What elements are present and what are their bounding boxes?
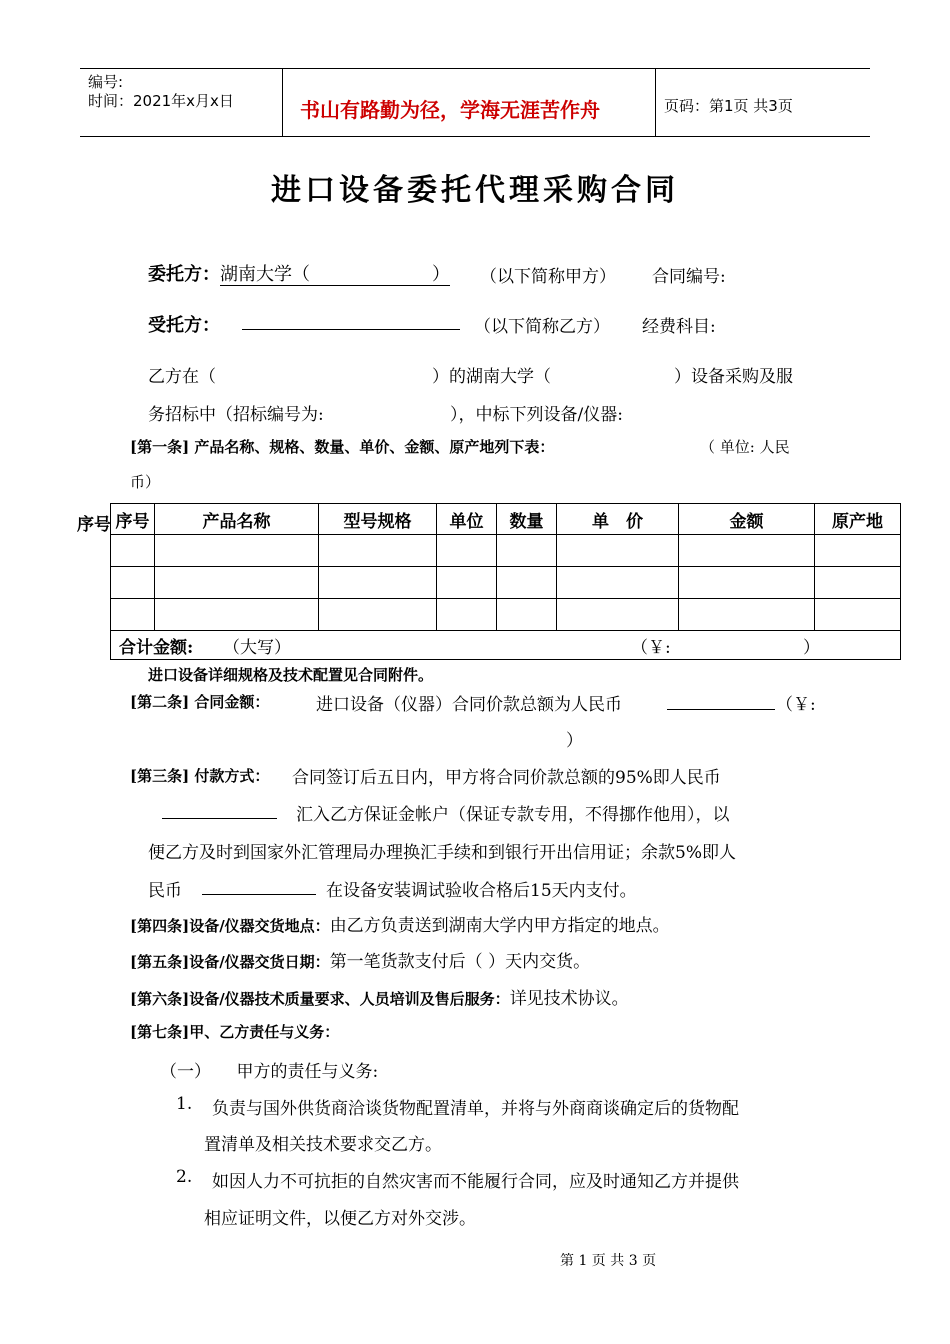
table-cell [815,535,901,567]
table-cell [497,567,557,599]
intro-line1-a: 乙方在（ [148,367,216,387]
table-outside-seq-label: 序号 [77,515,111,535]
col-header-seq: 序号 [111,504,155,535]
table-cell [111,599,155,631]
table-cell [557,599,679,631]
total-yen: （￥: [631,637,671,658]
article1-unit: （ 单位: 人民 [700,438,790,456]
article3-line3: 便乙方及时到国家外汇管理局办理换汇手续和到银行开出信用证；余款5%即人 [148,843,736,863]
article7-label: [第七条]甲、乙方责任与义务： [130,1023,340,1041]
header-motto: 书山有路勤为径，学海无涯苦作舟 [300,98,600,122]
col-header-amount: 金额 [679,504,815,535]
table-cell [497,599,557,631]
col-header-origin: 原产地 [815,504,901,535]
client-name-close: ） [432,264,450,285]
total-close: ） [803,637,820,658]
article3-line1: 合同签订后五日内，甲方将合同价款总额的95%即人民币 [292,768,721,788]
intro-line1-b: ）的湖南大学（ [432,367,551,387]
article7-section1: （一） 甲方的责任与义务: [160,1062,379,1082]
table-cell [437,567,497,599]
config-note: 进口设备详细规格及技术配置见合同附件。 [148,666,434,684]
table-cell [679,567,815,599]
total-label: 合计金额: [119,637,194,658]
article4 [130,911,670,936]
article7-item2-num: 2. [176,1167,193,1187]
table-cell [815,599,901,631]
article7-item2-line1: 如因人力不可抗拒的自然灾害而不能履行合同，应及时通知乙方并提供 [212,1172,739,1192]
article7-item1-line2: 置清单及相关技术要求交乙方。 [204,1135,442,1155]
article3-balance-blank [202,874,316,895]
table-header-row [111,504,901,535]
article3-line4-a: 民币 [148,881,182,901]
page-title: 进口设备委托代理采购合同 [271,173,679,208]
table-cell [497,535,557,567]
intro-line1-c: ）设备采购及服 [674,367,793,387]
table-row [111,535,901,567]
article4-label: [第四条]设备/仪器交货地点： [130,917,330,935]
table-cell [111,567,155,599]
intro-line2-b: ），中标下列设备/仪器: [450,405,623,425]
table-cell [319,567,437,599]
client-name-text: 湖南大学（ [220,264,310,285]
page-footer: 第 1 页 共 3 页 [560,1253,657,1269]
table-row [111,567,901,599]
article7-item1-line1: 负责与国外供货商洽谈货物配置清单，并将与外商商谈确定后的货物配 [212,1099,739,1119]
client-name [220,264,450,286]
intro-line2-a: 务招标中（招标编号为: [148,405,324,425]
document-number-label: 编号: [88,73,124,91]
agent-suffix: （以下简称乙方） [474,317,610,337]
article6-text: 详见技术协议。 [509,989,629,1009]
table-total-cell [111,631,901,660]
header-bottom-rule [80,136,870,137]
table-cell [437,535,497,567]
article7-item2-line2: 相应证明文件，以便乙方对外交涉。 [204,1209,476,1229]
header-divider-left [282,68,283,136]
table-cell [319,599,437,631]
article1-label: [第一条] 产品名称、规格、数量、单价、金额、原产地列下表： [130,438,555,456]
article6-label: [第六条]设备/仪器技术质量要求、人员培训及售后服务： [130,990,510,1008]
article3-deposit-blank [162,798,277,819]
article3-line2: 汇入乙方保证金帐户（保证专款专用，不得挪作他用），以 [296,805,730,825]
budget-label: 经费科目: [642,317,716,337]
client-label: 委托方： [148,264,220,285]
table-cell [557,535,679,567]
col-header-price: 单 价 [557,504,679,535]
article7-item1-num: 1. [176,1094,193,1114]
agent-label: 受托方： [148,315,220,336]
article5-text: 第一笔货款支付后（ ）天内交货。 [329,952,591,972]
header-page-info: 页码：第1页 共3页 [664,97,793,115]
table-cell [437,599,497,631]
table-cell [155,599,319,631]
article3-label: [第三条] 付款方式： [130,767,270,785]
table-cell [557,567,679,599]
article1-unit-cont: 币） [130,473,161,491]
col-header-unit: 单位 [437,504,497,535]
article5-label: [第五条]设备/仪器交货日期： [130,953,330,971]
header-top-rule [80,68,870,69]
col-header-product: 产品名称 [155,504,319,535]
header-divider-right [655,68,656,136]
total-words: （大写） [223,637,291,658]
article6 [130,984,629,1009]
table-cell [815,567,901,599]
client-suffix: （以下简称甲方） [480,267,616,287]
article2-yen: （￥: [776,695,816,715]
items-table [110,503,901,660]
table-cell [319,535,437,567]
table-row [111,599,901,631]
col-header-model: 型号规格 [319,504,437,535]
table-cell [679,599,815,631]
article2-label: [第二条] 合同金额： [130,693,270,711]
document-time: 时间：2021年x月x日 [88,92,234,110]
article4-text: 由乙方负责送到湖南大学内甲方指定的地点。 [329,916,670,936]
article5 [130,947,590,972]
table-total-row [111,631,901,660]
article3-line4-b: 在设备安装调试验收合格后15天内支付。 [326,881,637,901]
article2-text: 进口设备（仪器）合同价款总额为人民币 [316,695,622,715]
client-row [148,260,450,286]
table-cell [155,567,319,599]
agent-name-blank [242,312,460,330]
contract-number-label: 合同编号: [652,267,726,287]
article2-amount-blank [667,690,775,710]
article2-close: ） [566,731,583,751]
table-cell [679,535,815,567]
table-cell [155,535,319,567]
table-cell [111,535,155,567]
col-header-qty: 数量 [497,504,557,535]
